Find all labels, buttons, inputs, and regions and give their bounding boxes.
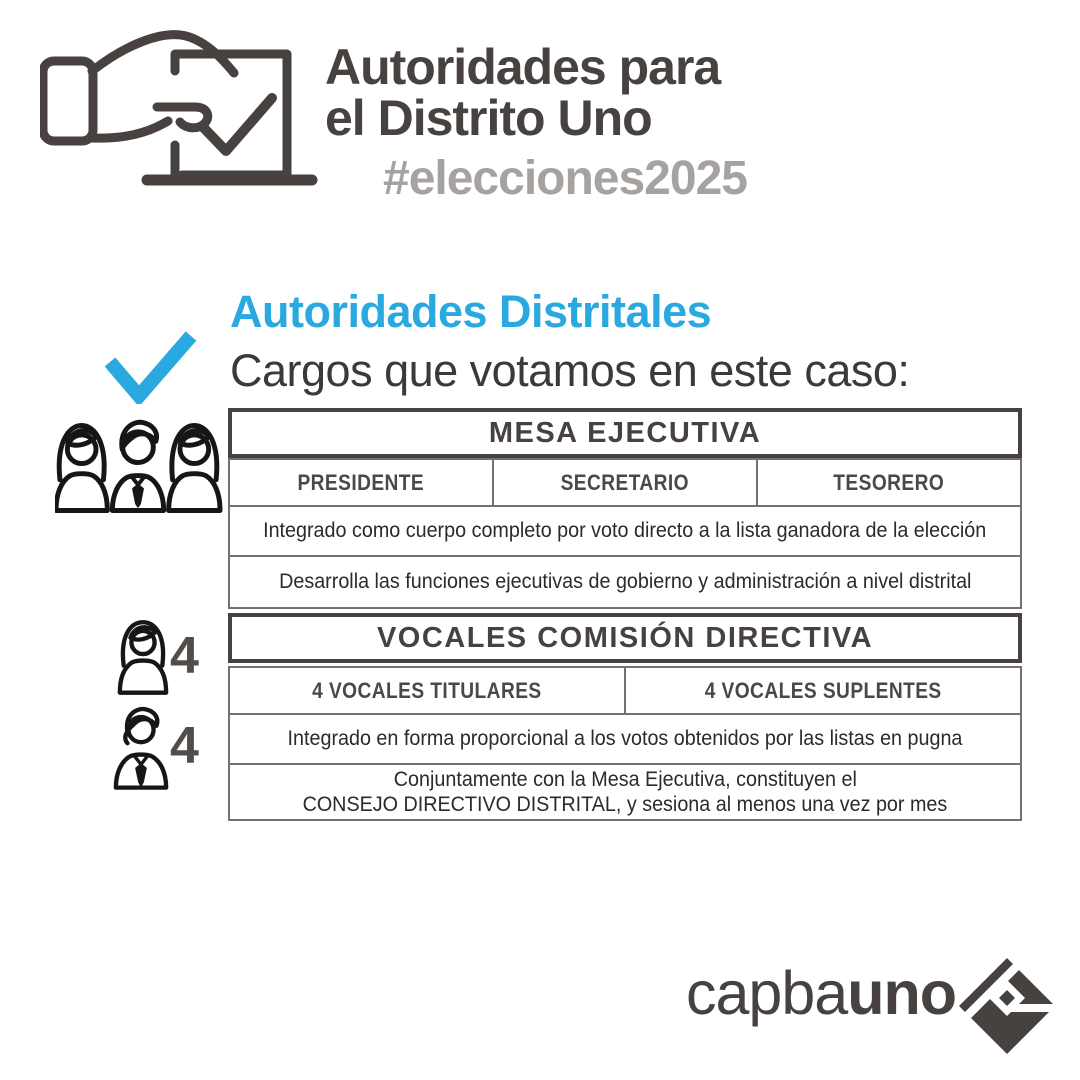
column-presidente: PRESIDENTE xyxy=(297,469,425,495)
titulares-count: 4 xyxy=(170,627,199,685)
page-title-line2: el Distrito Uno xyxy=(325,90,652,146)
capbauno-diamond-logo-icon xyxy=(957,956,1057,1056)
suplentes-count: 4 xyxy=(170,717,199,775)
mesa-ejecutiva-header: MESA EJECUTIVA xyxy=(228,408,1022,458)
hand-bottom-shape xyxy=(92,121,168,138)
vocales-row2-line2: CONSEJO DIRECTIVO DISTRITAL, y sesiona al menos una vez por mes xyxy=(302,793,948,816)
man-icon xyxy=(112,706,170,790)
mesa-description-row-2: Desarrolla las funciones ejecutivas de gobierno y administración a nivel distrital xyxy=(228,555,1022,609)
logo-text-regular: capba xyxy=(686,959,848,1027)
ballot-check-shape xyxy=(202,98,272,151)
vocales-columns-row xyxy=(228,666,1022,715)
woman-body xyxy=(169,474,220,511)
section-heading-dark: Cargos que votamos en este caso: xyxy=(230,345,910,396)
section-heading-blue: Autoridades Distritales xyxy=(230,286,712,337)
vocales-header: VOCALES COMISIÓN DIRECTIVA xyxy=(228,613,1022,663)
woman-icon xyxy=(116,617,170,695)
vocales-description-row-2 xyxy=(228,763,1022,821)
cuff-shape xyxy=(43,61,93,141)
logo-text-bold: uno xyxy=(847,959,956,1027)
woman-body xyxy=(56,474,107,511)
page-title-line1: Autoridades para xyxy=(325,39,721,95)
hashtag-label: #elecciones2025 xyxy=(383,152,747,205)
vocales-description-row-1: Integrado en forma proporcional a los votos obtenidos por las listas en pugna xyxy=(228,713,1022,765)
column-tesorero: TESORERO xyxy=(756,460,1020,505)
people-group-icon xyxy=(55,416,223,516)
mesa-description-row-1: Integrado como cuerpo completo por voto directo a la lista ganadora de la elección xyxy=(228,505,1022,557)
column-secretario: SECRETARIO xyxy=(492,460,756,505)
capbauno-logo-text xyxy=(686,959,956,1027)
column-vocales-suplentes: 4 VOCALES SUPLENTES xyxy=(624,668,1020,713)
man-tie xyxy=(133,485,143,507)
vocales-row2-line1: Conjuntamente con la Mesa Ejecutiva, constituyen el xyxy=(393,768,857,791)
column-vocales-titulares: 4 VOCALES TITULARES xyxy=(312,677,542,703)
mesa-columns-row xyxy=(228,458,1022,507)
authorities-table xyxy=(228,408,1022,821)
header-title-block xyxy=(325,39,747,206)
ballot-box-hand-icon xyxy=(40,28,322,190)
blue-checkmark-icon xyxy=(98,326,198,404)
